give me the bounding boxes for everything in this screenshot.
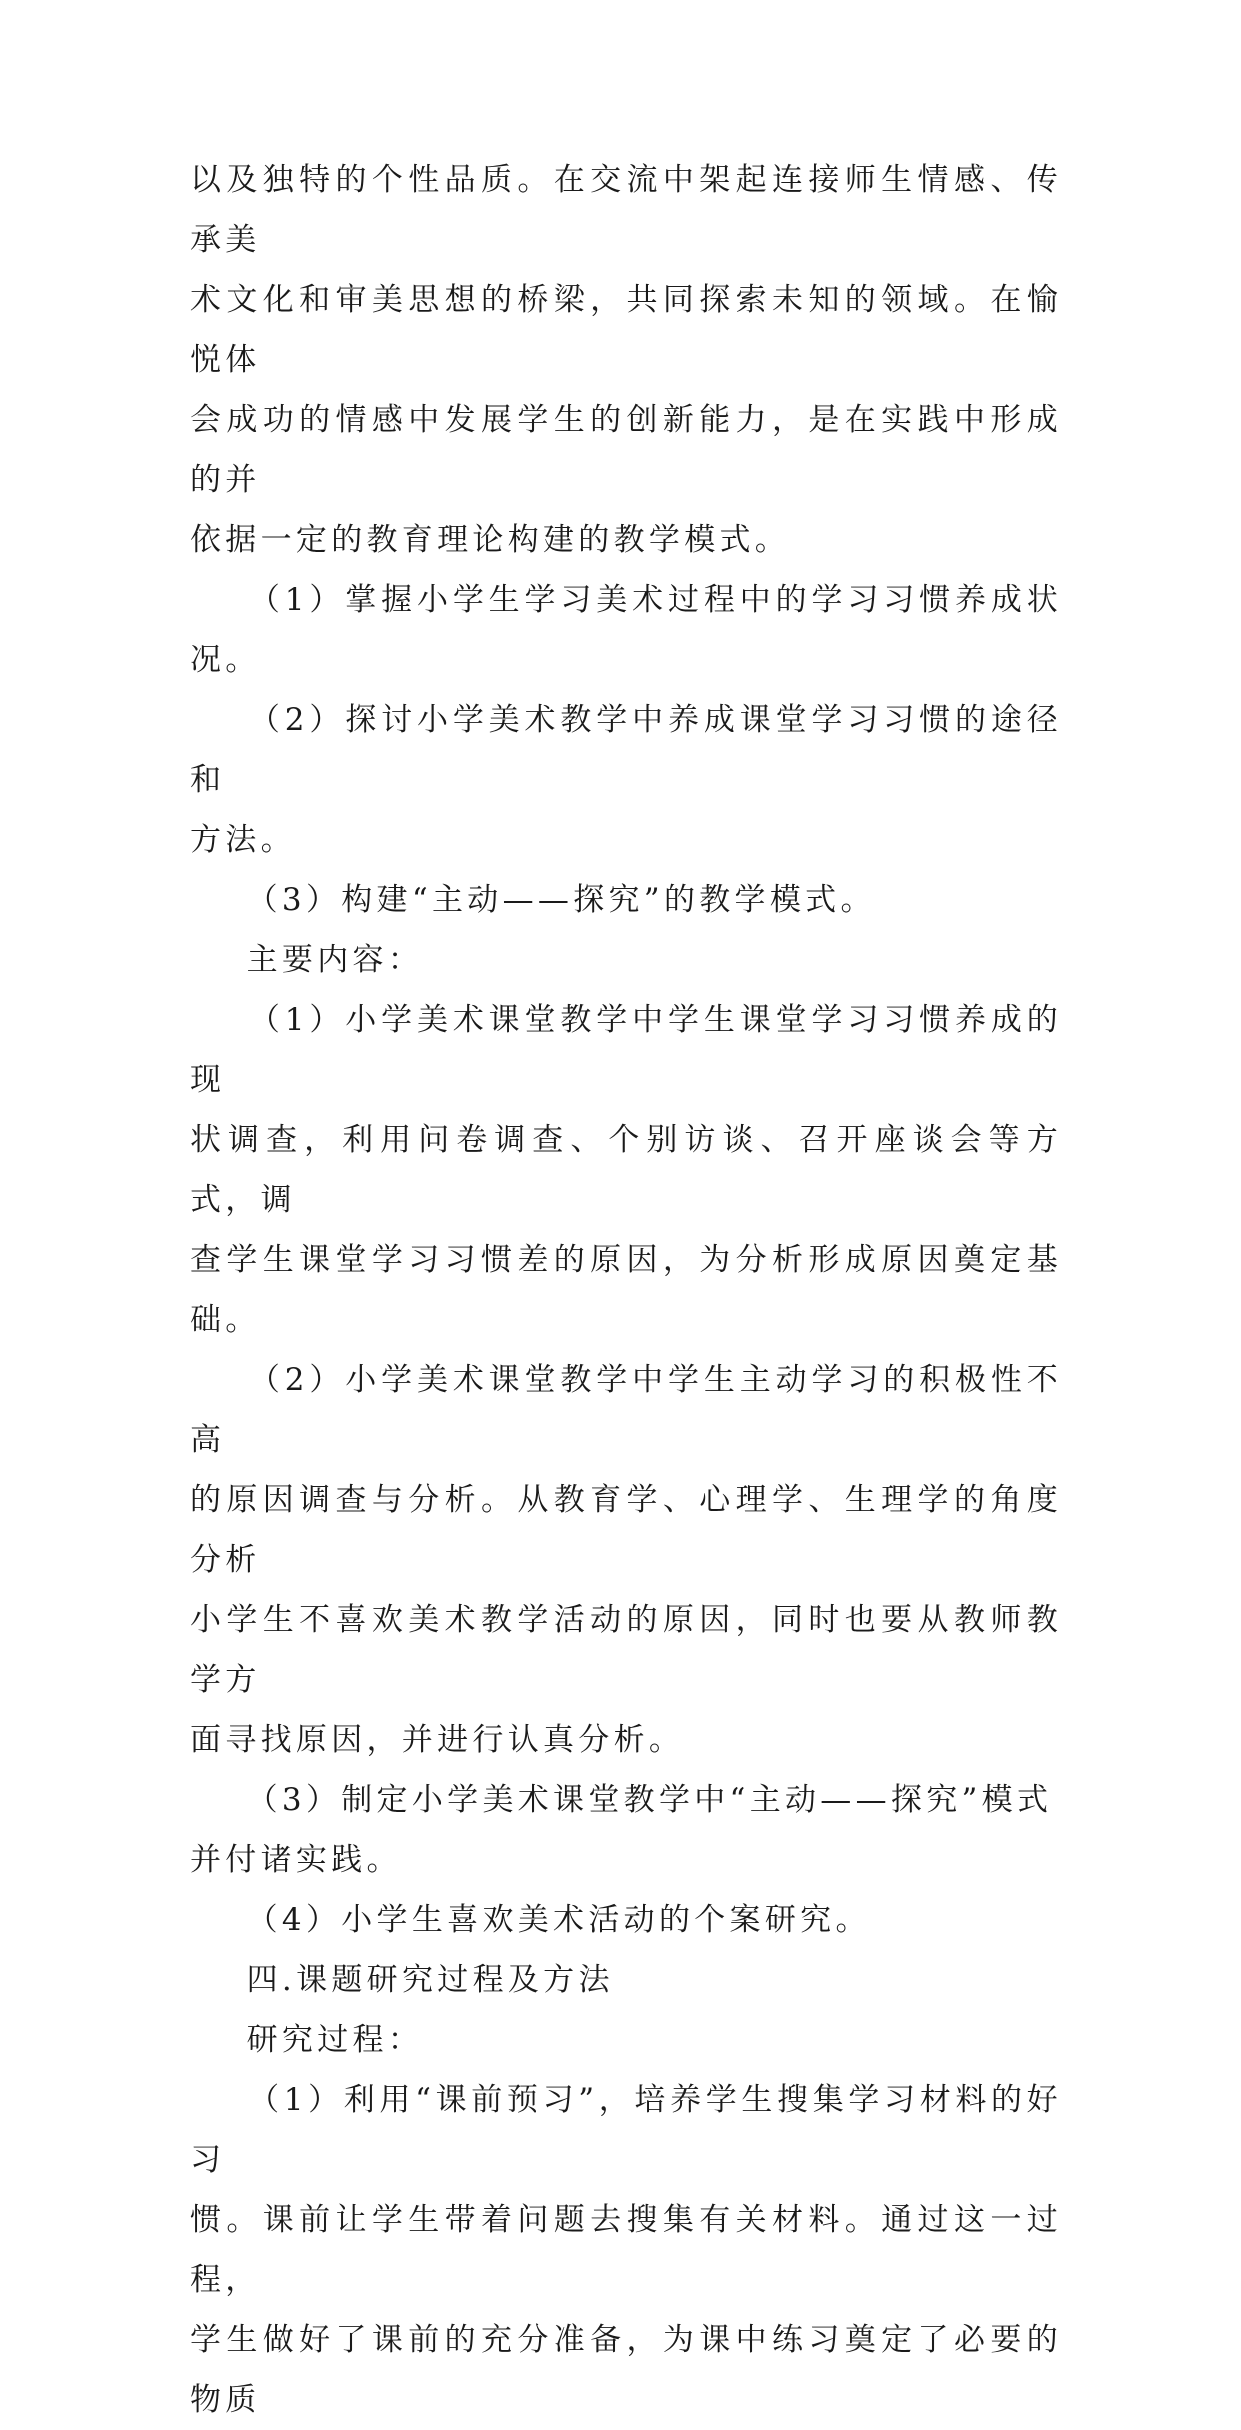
paragraph-content-1: （1）小学美术课堂教学中学生课堂学习习惯养成的现 状调查，利用问卷调查、个别访谈、召开座谈会等方式，调 查学生课堂学习习惯差的原因，为分析形成原因奠定基础。 [190, 1002, 1062, 1338]
paragraph-intro-continuation: 以及独特的个性品质。在交流中架起连接师生情感、传承美 术文化和审美思想的桥梁，共同探索未知的领域。在愉悦体 会成功的情感中发展学生的创新能力，是在实践中形成的并 依据一定的教育理论构建的教学模式。 [190, 162, 1062, 558]
section-heading-4: 四.课题研究过程及方法 [190, 1962, 614, 1998]
paragraph-content-3: （3）制定小学美术课堂教学中“主动——探究”模式 并付诸实践。 [190, 1782, 1053, 1878]
paragraph-content-4: （4）小学生喜欢美术活动的个案研究。 [190, 1902, 871, 1938]
paragraph-goal-1: （1）掌握小学生学习美术过程中的学习习惯养成状况。 [190, 582, 1062, 678]
paragraph-content-2: （2）小学美术课堂教学中学生主动学习的积极性不高 的原因调查与分析。从教育学、心理学、生理学的角度分析 小学生不喜欢美术教学活动的原因，同时也要从教师教学方 面寻找原因，并进行认真分析。 [190, 1362, 1062, 1758]
heading-main-content: 主要内容： [190, 942, 424, 978]
paragraph-goal-3: （3）构建“主动——探究”的教学模式。 [190, 882, 876, 918]
heading-research-process: 研究过程： [190, 2022, 424, 2058]
body-text [190, 150, 1062, 2430]
paragraph-process-1: （1）利用“课前预习”，培养学生搜集学习材料的好习 惯。课前让学生带着问题去搜集有关材料。通过这一过程， 学生做好了课前的充分准备，为课中练习奠定了必要的物质 [190, 2082, 1062, 2418]
paragraph-goal-2: （2）探讨小学美术教学中养成课堂学习习惯的途径和 方法。 [190, 702, 1062, 858]
